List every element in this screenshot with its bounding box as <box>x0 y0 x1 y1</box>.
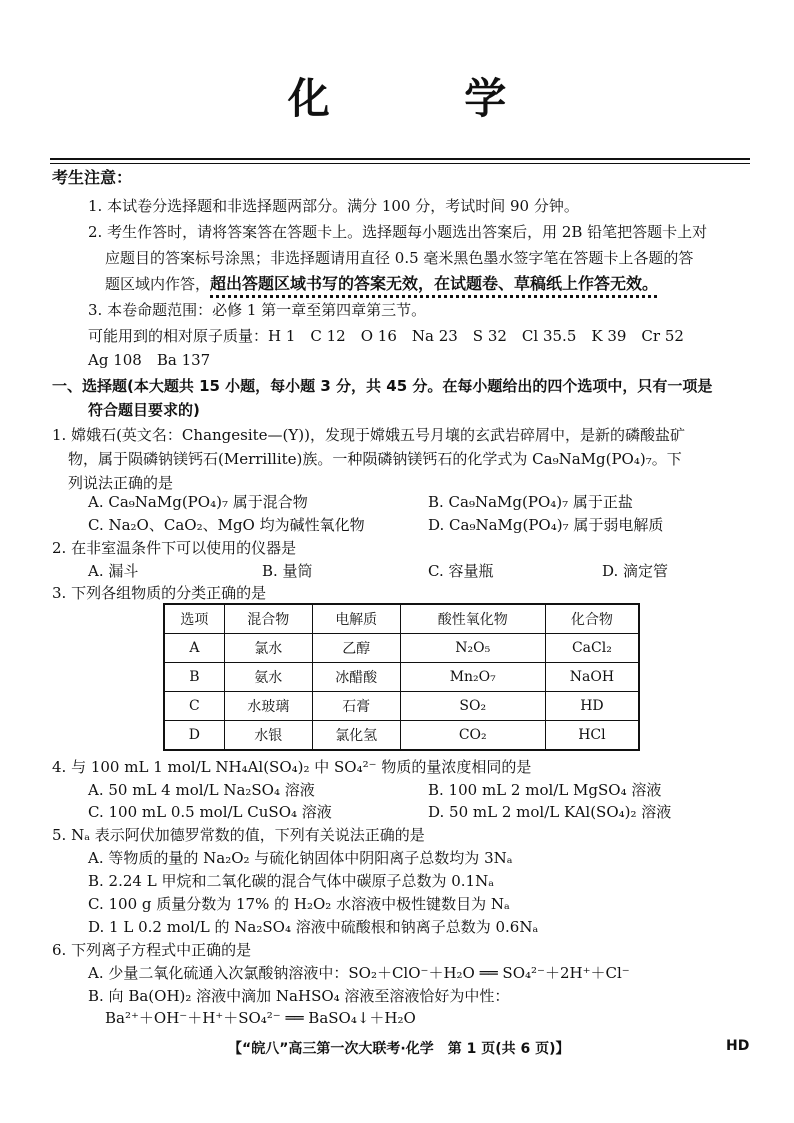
table-cell: HCl <box>545 721 639 751</box>
table-cell: SO₂ <box>400 692 545 721</box>
q4-option-c: C. 100 mL 0.5 mol/L CuSO₄ 溶液 <box>88 803 332 821</box>
notice-emphasis: 超出答题区域书写的答案无效，在试题卷、草稿纸上作答无效。 <box>210 274 659 293</box>
question-6-stem: 6. 下列离子方程式中正确的是 <box>52 941 252 959</box>
page-title: 化 学 <box>287 74 567 123</box>
table-cell: B <box>164 663 224 692</box>
notice-heading: 考生注意： <box>52 168 133 187</box>
table-cell: 水银 <box>224 721 312 751</box>
q4-option-d: D. 50 mL 2 mol/L KAl(SO₄)₂ 溶液 <box>428 803 672 821</box>
question-2-stem: 2. 在非室温条件下可以使用的仪器是 <box>52 539 297 557</box>
question-4-stem: 4. 与 100 mL 1 mol/L NH₄Al(SO₄)₂ 中 SO₄²⁻ 物质的量浓度相同的是 <box>52 758 532 776</box>
table-header-cell: 电解质 <box>312 604 400 634</box>
table-header-cell: 化合物 <box>545 604 639 634</box>
table-header-cell: 混合物 <box>224 604 312 634</box>
table-cell: 水玻璃 <box>224 692 312 721</box>
section-heading-cont: 符合题目要求的) <box>88 401 200 419</box>
q4-option-b: B. 100 mL 2 mol/L MgSO₄ 溶液 <box>428 781 662 799</box>
notice-item-2: 2. 考生作答时，请将答案答在答题卡上。选择题每小题选出答案后，用 2B 铅笔把答题卡上对 <box>88 223 708 241</box>
section-heading: 一、选择题(本大题共 15 小题，每小题 3 分，共 45 分。在每小题给出的四个选项中，只有一项是 <box>52 377 713 395</box>
q5-option-a: A. 等物质的量的 Na₂O₂ 与硫化钠固体中阴阳离子总数均为 3Nₐ <box>88 849 513 867</box>
table-cell: NaOH <box>545 663 639 692</box>
question-1-stem-cont: 物，属于陨磷钠镁钙石(Merrillite)族。一种陨磷钠镁钙石的化学式为 Ca₉NaMg(PO₄)₇。下 <box>68 450 682 468</box>
table-cell: CaCl₂ <box>545 634 639 663</box>
atomic-masses: 可能用到的相对原子质量：H 1 C 12 O 16 Na 23 S 32 Cl 35.5 K 39 Cr 52 <box>88 327 684 345</box>
q6-option-b-equation: Ba²⁺＋OH⁻＋H⁺＋SO₄²⁻ ══ BaSO₄↓＋H₂O <box>105 1009 416 1027</box>
table-cell: 石膏 <box>312 692 400 721</box>
table-header-cell: 选项 <box>164 604 224 634</box>
q5-option-d: D. 1 L 0.2 mol/L 的 Na₂SO₄ 溶液中硫酸根和钠离子总数为 0.6Nₐ <box>88 918 539 936</box>
notice-text: 题区域内作答， <box>105 275 211 293</box>
q1-option-b: B. Ca₉NaMg(PO₄)₇ 属于正盐 <box>428 493 633 511</box>
q1-option-c: C. Na₂O、CaO₂、MgO 均为碱性氧化物 <box>88 516 365 534</box>
table-cell: D <box>164 721 224 751</box>
notice-item-3: 3. 本卷命题范围：必修 1 第一章至第四章第三节。 <box>88 301 427 319</box>
notice-item-2-cont2 <box>105 274 658 294</box>
q2-option-b: B. 量筒 <box>262 562 313 580</box>
atomic-masses-cont: Ag 108 Ba 137 <box>88 351 211 369</box>
table-row <box>164 721 639 751</box>
header-rule <box>50 158 750 160</box>
q6-option-b: B. 向 Ba(OH)₂ 溶液中滴加 NaHSO₄ 溶液至溶液恰好为中性： <box>88 987 510 1005</box>
q5-option-b: B. 2.24 L 甲烷和二氧化碳的混合气体中碳原子总数为 0.1Nₐ <box>88 872 494 890</box>
q1-option-d: D. Ca₉NaMg(PO₄)₇ 属于弱电解质 <box>428 516 664 534</box>
table-cell: 氯水 <box>224 634 312 663</box>
table-cell: C <box>164 692 224 721</box>
page-footer: 【“皖八”高三第一次大联考·化学 第 1 页(共 6 页)】 <box>228 1041 570 1057</box>
q2-option-d: D. 滴定管 <box>602 562 669 580</box>
table-cell: A <box>164 634 224 663</box>
paper-code: HD <box>726 1038 750 1054</box>
table-cell: 冰醋酸 <box>312 663 400 692</box>
table-cell: 乙醇 <box>312 634 400 663</box>
q6-option-a: A. 少量二氧化硫通入次氯酸钠溶液中：SO₂＋ClO⁻＋H₂O ══ SO₄²⁻＋2H⁺＋Cl⁻ <box>88 964 630 982</box>
table-row <box>164 634 639 663</box>
q1-option-a: A. Ca₉NaMg(PO₄)₇ 属于混合物 <box>88 493 308 511</box>
table-cell: 氨水 <box>224 663 312 692</box>
question-3-stem: 3. 下列各组物质的分类正确的是 <box>52 584 267 602</box>
q2-option-c: C. 容量瓶 <box>428 562 494 580</box>
q5-option-c: C. 100 g 质量分数为 17% 的 H₂O₂ 水溶液中极性键数目为 Nₐ <box>88 895 510 913</box>
q2-option-a: A. 漏斗 <box>88 562 139 580</box>
header-rule-thin <box>50 163 750 164</box>
table-cell: HD <box>545 692 639 721</box>
table-cell: N₂O₅ <box>400 634 545 663</box>
question-1-stem-cont2: 列说法正确的是 <box>68 474 174 492</box>
notice-item-1: 1. 本试卷分选择题和非选择题两部分。满分 100 分，考试时间 90 分钟。 <box>88 197 579 215</box>
table-row <box>164 663 639 692</box>
q4-option-a: A. 50 mL 4 mol/L Na₂SO₄ 溶液 <box>88 781 315 799</box>
table-row <box>164 692 639 721</box>
classification-table <box>163 603 640 751</box>
notice-item-2-cont: 应题目的答案标号涂黑；非选择题请用直径 0.5 毫米黑色墨水签字笔在答题卡上各题的答 <box>105 249 694 267</box>
table-cell: CO₂ <box>400 721 545 751</box>
table-header-cell: 酸性氧化物 <box>400 604 545 634</box>
table-header-row <box>164 604 639 634</box>
table-cell: 氯化氢 <box>312 721 400 751</box>
question-5-stem: 5. Nₐ 表示阿伏加德罗常数的值，下列有关说法正确的是 <box>52 826 425 844</box>
table-cell: Mn₂O₇ <box>400 663 545 692</box>
question-1-stem: 1. 嫦娥石(英文名：Changesite—(Y))，发现于嫦娥五号月壤的玄武岩碎屑中，是新的磷酸盐矿 <box>52 426 686 444</box>
